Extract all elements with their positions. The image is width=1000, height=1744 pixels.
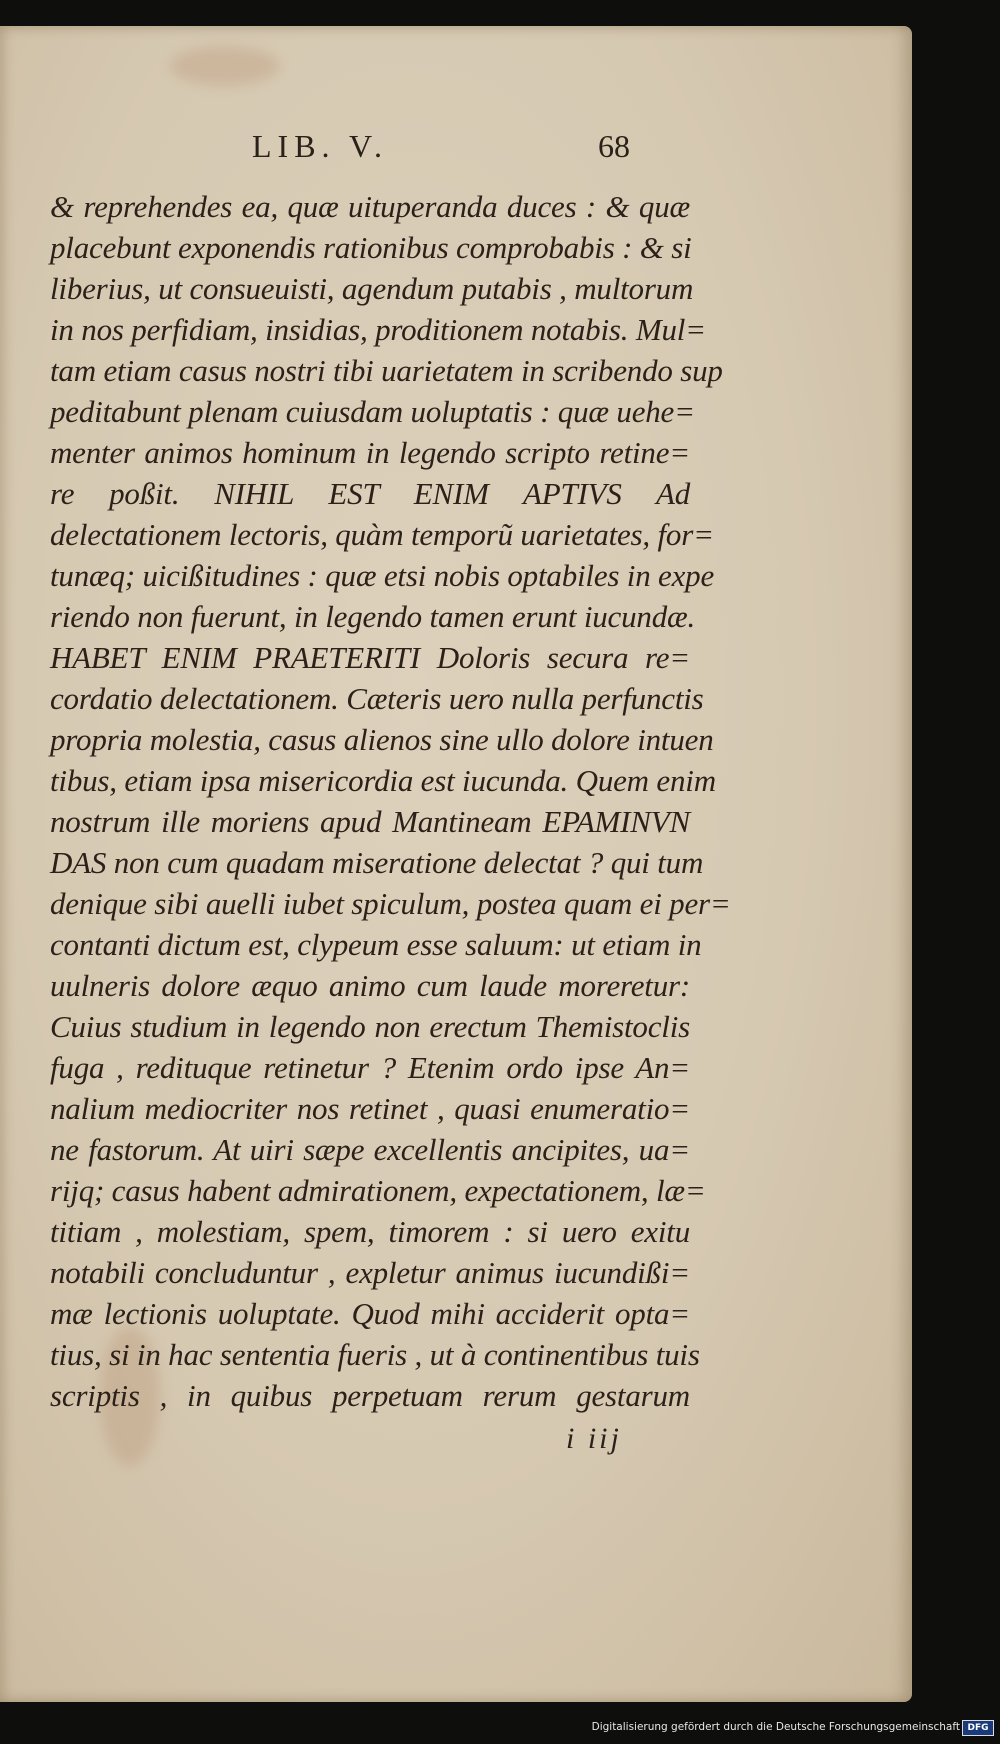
- text-line: tius, si in hac sententia fueris , ut à continentibus tuis: [50, 1337, 700, 1372]
- paper-stain: [170, 46, 280, 86]
- text-line: ne fastorum. At uiri sæpe excellentis ancipites, ua=: [50, 1132, 690, 1167]
- text-line: titiam , molestiam, spem, timorem : si uero exitu: [50, 1214, 690, 1249]
- text-line: uulneris dolore æquo animo cum laude moreretur:: [50, 968, 690, 1003]
- text-line: Cuius studium in legendo non erectum Themistoclis: [50, 1009, 690, 1044]
- text-line: nostrum ille moriens apud Mantineam EPAMINVN: [50, 804, 690, 839]
- page-number: 68: [598, 128, 630, 164]
- text-line: scriptis , in quibus perpetuam rerum gestarum: [50, 1378, 690, 1413]
- text-line: nalium mediocriter nos retinet , quasi enumeratio=: [50, 1091, 690, 1126]
- text-line: fuga , redituque retinetur ? Etenim ordo ipse An=: [50, 1050, 690, 1085]
- text-line: mæ lectionis uoluptate. Quod mihi acciderit opta=: [50, 1296, 690, 1331]
- text-line: tibus, etiam ipsa misericordia est iucunda. Quem enim: [50, 763, 716, 798]
- text-line: liberius, ut consueuisti, agendum putabis , multorum: [50, 271, 694, 306]
- body-text: [50, 186, 731, 1416]
- text-line: denique sibi auelli iubet spiculum, postea quam ei per=: [50, 886, 731, 921]
- text-line: cordatio delectationem. Cæteris uero nulla perfunctis: [50, 681, 704, 716]
- text-line: riendo non fuerunt, in legendo tamen erunt iucundæ.: [50, 599, 696, 634]
- text-line: re poßit. NIHIL EST ENIM APTIVS Ad: [50, 476, 690, 511]
- text-line: tunæq; uicißitudines : quæ etsi nobis optabiles in expe: [50, 558, 715, 593]
- text-line: notabili concluduntur , expletur animus iucundißi=: [50, 1255, 690, 1290]
- running-head: LIB. V.: [252, 128, 388, 164]
- text-line: HABET ENIM PRAETERITI Doloris secura re=: [50, 640, 690, 675]
- text-line: delectationem lectoris, quàm temporũ uarietates, for=: [50, 517, 714, 552]
- footer: [0, 1718, 1000, 1740]
- text-line: propria molestia, casus alienos sine ullo dolore intuen: [50, 722, 714, 757]
- text-line: DAS non cum quadam miseratione delectat ? qui tum: [50, 845, 704, 880]
- text-line: contanti dictum est, clypeum esse saluum: ut etiam in: [50, 927, 702, 962]
- text-line: placebunt exponendis rationibus comprobabis : & si: [50, 230, 692, 265]
- text-line: in nos perfidiam, insidias, proditionem notabis. Mul=: [50, 312, 706, 347]
- text-line: & reprehendes ea, quæ uituperanda duces : & quæ: [50, 189, 690, 224]
- book-page: [0, 26, 912, 1702]
- text-line: rijq; casus habent admirationem, expectationem, læ=: [50, 1173, 706, 1208]
- page-header: [0, 128, 912, 172]
- funding-credit: Digitalisierung gefördert durch die Deutsche Forschungsgemeinschaft: [591, 1721, 960, 1733]
- signature-mark: i iij: [566, 1422, 622, 1455]
- dfg-logo-icon: DFG: [962, 1720, 994, 1736]
- text-line: menter animos hominum in legendo scripto retine=: [50, 435, 690, 470]
- text-line: peditabunt plenam cuiusdam uoluptatis : quæ uehe=: [50, 394, 695, 429]
- text-line: tam etiam casus nostri tibi uarietatem in scribendo sup: [50, 353, 723, 388]
